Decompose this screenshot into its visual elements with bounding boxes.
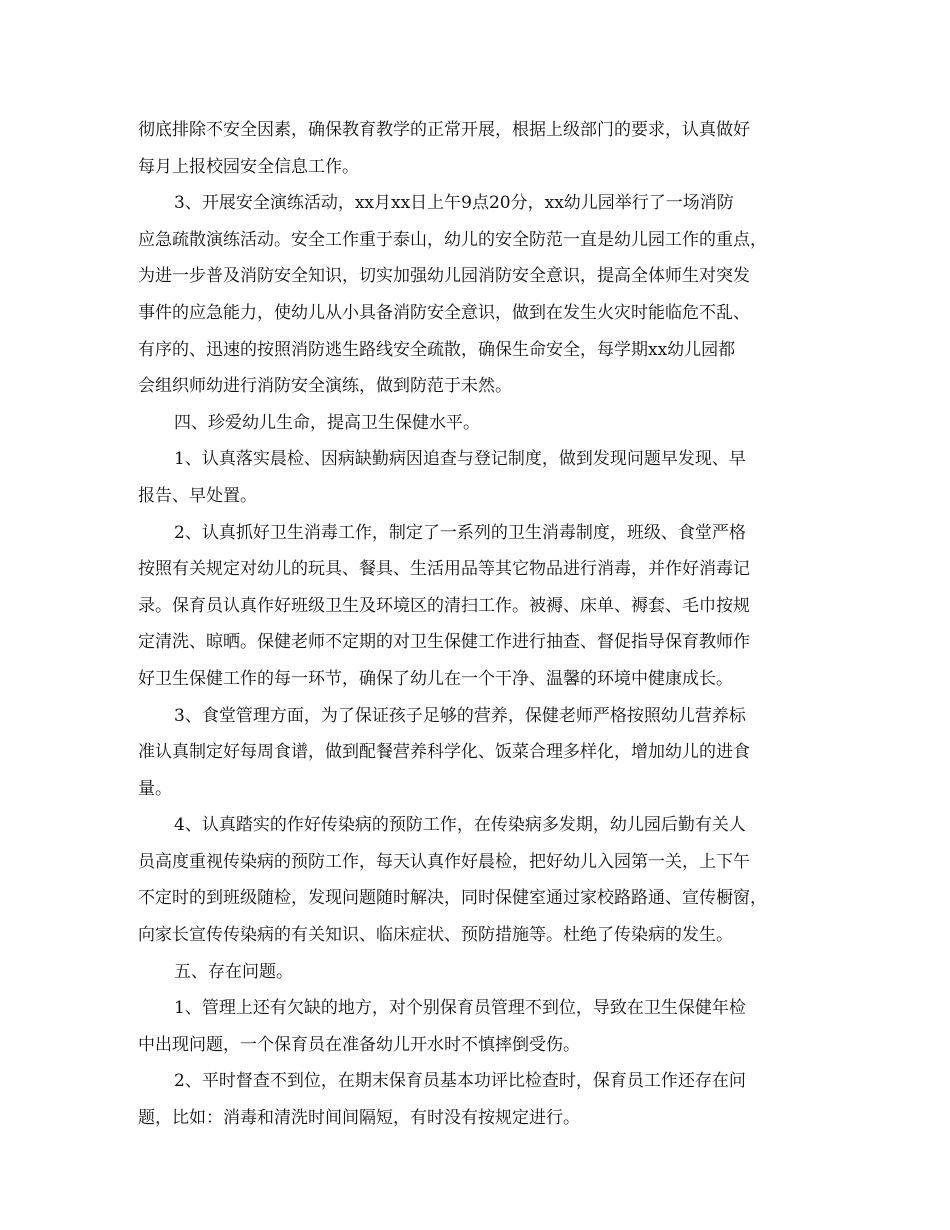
text-line: 应急疏散演练活动。安全工作重于泰山，幼儿的安全防范一直是幼儿园工作的重点， <box>138 229 767 250</box>
text-line: 2、认真抓好卫生消毒工作，制定了一系列的卫生消毒制度，班级、食堂严格 <box>174 522 746 543</box>
text-line: 题，比如：消毒和清洗时间间隔短，有时没有按规定进行。 <box>138 1108 580 1129</box>
text-line: 按照有关规定对幼儿的玩具、餐具、生活用品等其它物品进行消毒，并作好消毒记 <box>138 559 750 580</box>
text-line: 有序的、迅速的按照消防逃生路线安全疏散，确保生命安全，每学期xx幼儿园都 <box>138 339 736 360</box>
text-line: 好卫生保健工作的每一环节，确保了幼儿在一个干净、温馨的环境中健康成长。 <box>138 668 733 689</box>
text-line: 向家长宣传传染病的有关知识、临床症状、预防措施等。杜绝了传染病的发生。 <box>138 925 733 946</box>
text-line: 录。保育员认真作好班级卫生及环境区的清扫工作。被褥、床单、褥套、毛巾按规 <box>138 595 750 616</box>
text-line: 2、平时督查不到位，在期末保育员基本功评比检查时，保育员工作还存在问 <box>174 1071 746 1092</box>
document-body <box>138 112 824 1137</box>
text-line: 为进一步普及消防安全知识，切实加强幼儿园消防安全意识，提高全体师生对突发 <box>138 266 750 287</box>
text-line: 会组织师幼进行消防安全演练，做到防范于未然。 <box>138 376 512 397</box>
text-line: 1、管理上还有欠缺的地方，对个别保育员管理不到位，导致在卫生保健年检 <box>174 998 746 1019</box>
text-line: 中出现问题，一个保育员在准备幼儿开水时不慎摔倒受伤。 <box>138 1034 580 1055</box>
text-line: 彻底排除不安全因素，确保教育教学的正常开展，根据上级部门的要求，认真做好 <box>138 120 750 140</box>
text-line: 五、存在问题。 <box>174 961 293 982</box>
text-line: 报告、早处置。 <box>138 485 257 506</box>
text-line: 事件的应急能力，使幼儿从小具备消防安全意识，做到在发生火灾时能临危不乱、 <box>138 302 750 323</box>
text-line: 员高度重视传染病的预防工作，每天认真作好晨检，把好幼儿入园第一关，上下午 <box>138 851 750 872</box>
text-line: 量。 <box>138 778 172 799</box>
text-line: 准认真制定好每周食谱，做到配餐营养科学化、饭菜合理多样化，增加幼儿的进食 <box>138 742 750 763</box>
text-line: 3、开展安全演练活动，xx月xx日上午9点20分，xx幼儿园举行了一场消防 <box>174 193 734 214</box>
text-line: 4、认真踏实的作好传染病的预防工作，在传染病多发期，幼儿园后勤有关人 <box>174 815 746 836</box>
text-line: 每月上报校园安全信息工作。 <box>138 156 359 177</box>
text-line: 定清洗、晾晒。保健老师不定期的对卫生保健工作进行抽查、督促指导保育教师作 <box>138 632 750 653</box>
text-line: 不定时的到班级随检，发现问题随时解决，同时保健室通过家校路路通、宣传橱窗， <box>138 888 767 909</box>
text-line: 四、珍爱幼儿生命，提高卫生保健水平。 <box>174 412 480 433</box>
text-line: 3、食堂管理方面，为了保证孩子足够的营养，保健老师严格按照幼儿营养标 <box>174 705 746 726</box>
text-line: 1、认真落实晨检、因病缺勤病因追查与登记制度，做到发现问题早发现、早 <box>174 449 746 470</box>
